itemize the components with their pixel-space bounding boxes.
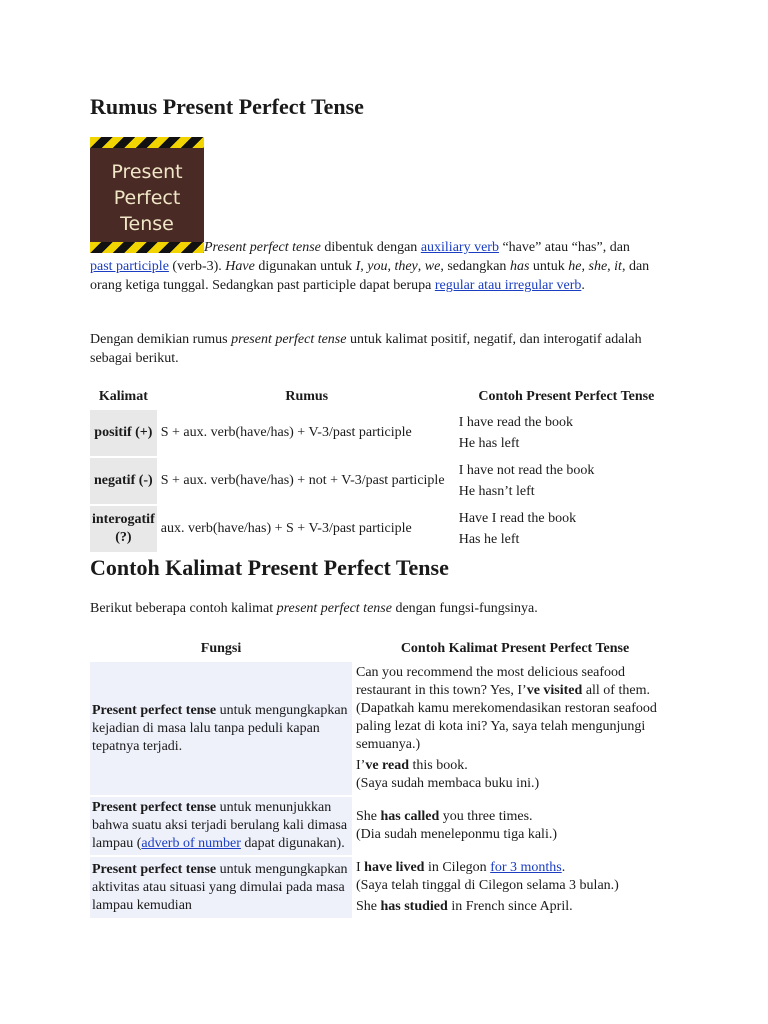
text: . bbox=[561, 860, 566, 875]
text: in French since April. bbox=[447, 899, 573, 914]
term: you bbox=[367, 259, 388, 274]
link-adverb-of-number[interactable]: adverb of number bbox=[141, 836, 241, 851]
text: you three times. bbox=[439, 809, 533, 824]
link-regular-irregular-verb[interactable]: regular atau irregular verb bbox=[434, 278, 582, 293]
table-row bbox=[90, 662, 676, 795]
function-cell bbox=[90, 857, 352, 918]
text: “have” atau “has”, dan bbox=[498, 240, 630, 255]
example-cell bbox=[354, 662, 676, 795]
image-text-line: Tense bbox=[120, 213, 174, 235]
column-header: Rumus bbox=[285, 389, 329, 404]
example-sentence bbox=[356, 808, 674, 826]
term: Present perfect tense bbox=[204, 240, 321, 255]
text: dibentuk dengan bbox=[320, 240, 421, 255]
term: Present perfect tense bbox=[92, 800, 217, 815]
section-title-rumus: Rumus Present Perfect Tense bbox=[90, 94, 364, 119]
text: in Cilegon bbox=[424, 860, 491, 875]
text: , dan orang ketiga tunggal. Sedangkan past participle dapat berupa bbox=[90, 259, 650, 293]
column-header: Kalimat bbox=[98, 389, 148, 404]
sentence-type-cell: positif (+) bbox=[90, 410, 157, 456]
table-header-row bbox=[90, 386, 676, 408]
text: She bbox=[356, 809, 381, 824]
formula-cell: aux. verb(have/has) + S + V-3/past participle bbox=[160, 521, 412, 536]
term: Present perfect tense bbox=[92, 702, 217, 718]
text: , bbox=[607, 259, 615, 274]
hazard-stripe-top bbox=[90, 137, 204, 148]
verb: has called bbox=[380, 809, 440, 824]
verb: ve read bbox=[365, 758, 410, 773]
term: he bbox=[568, 259, 582, 274]
text: dengan fungsi-fungsinya. bbox=[391, 601, 538, 616]
term: she bbox=[588, 259, 608, 274]
text: I bbox=[356, 860, 365, 875]
text: , sedangkan bbox=[440, 259, 510, 274]
text: untuk bbox=[529, 259, 569, 274]
text: this book. bbox=[409, 758, 468, 773]
term: Present perfect tense bbox=[92, 861, 217, 877]
image-caption-text bbox=[90, 159, 204, 237]
examples-intro-paragraph bbox=[90, 599, 650, 618]
text: Berikut beberapa contoh kalimat bbox=[90, 601, 277, 616]
text: untuk kalimat positif, negatif, dan interogatif adalah sebagai berikut. bbox=[90, 332, 642, 366]
text: untuk mengungkapkan aktivitas atau situasi yang dimulai pada masa lampau kemudian bbox=[92, 861, 348, 913]
text: She bbox=[356, 899, 381, 914]
link-past-participle[interactable]: past participle bbox=[90, 259, 169, 274]
table-row bbox=[90, 797, 676, 855]
example-cell bbox=[457, 506, 676, 552]
examples-table bbox=[88, 636, 678, 920]
table-row bbox=[90, 410, 676, 456]
table-row bbox=[90, 458, 676, 504]
term: has bbox=[509, 259, 530, 274]
example-cell bbox=[354, 797, 676, 855]
translation: (Saya sudah membaca buku ini.) bbox=[356, 776, 540, 791]
table-row bbox=[90, 506, 676, 552]
example-line: Have I read the book bbox=[458, 511, 577, 526]
function-cell bbox=[90, 662, 352, 795]
example-cell bbox=[457, 410, 676, 456]
example-cell bbox=[354, 857, 676, 918]
example-line: I have not read the book bbox=[458, 463, 595, 478]
function-cell bbox=[90, 797, 352, 855]
intro-paragraph bbox=[90, 238, 650, 295]
example-sentence bbox=[356, 898, 674, 916]
formula-cell: S + aux. verb(have/has) + not + V-3/past participle bbox=[160, 473, 445, 488]
text: all of them. bbox=[582, 683, 650, 698]
example-sentence bbox=[356, 664, 674, 700]
translation: (Saya telah tinggal di Cilegon selama 3 bulan.) bbox=[356, 878, 619, 893]
example-line: Has he left bbox=[458, 532, 520, 547]
image-text-line: Present bbox=[111, 161, 183, 183]
text: , bbox=[360, 259, 368, 274]
example-cell bbox=[457, 458, 676, 504]
present-perfect-tense-image bbox=[90, 137, 204, 253]
text: untuk mengungkapkan kejadian di masa lalu tanpa peduli kapan tepatnya terjadi. bbox=[92, 702, 348, 754]
text: , bbox=[387, 259, 395, 274]
example-line: He hasn’t left bbox=[458, 484, 535, 499]
term: present perfect tense bbox=[231, 332, 347, 347]
formula-table bbox=[88, 384, 678, 554]
example-line: He has left bbox=[458, 436, 520, 451]
text: (verb-3). bbox=[168, 259, 226, 274]
text: , bbox=[581, 259, 589, 274]
text: dapat digunakan). bbox=[240, 836, 345, 851]
link-for-3-months[interactable]: for 3 months bbox=[490, 860, 562, 875]
verb: have lived bbox=[364, 860, 425, 875]
column-header: Contoh Kalimat Present Perfect Tense bbox=[400, 641, 630, 656]
formula-cell: S + aux. verb(have/has) + V-3/past participle bbox=[160, 425, 412, 440]
example-sentence bbox=[356, 757, 674, 775]
translation: (Dia sudah meneleponmu tiga kali.) bbox=[356, 827, 557, 842]
section-title-contoh: Contoh Kalimat Present Perfect Tense bbox=[90, 555, 449, 580]
sentence-type-cell: interogatif (?) bbox=[90, 506, 157, 552]
sentence-type-cell: negatif (-) bbox=[90, 458, 157, 504]
term: Have bbox=[225, 259, 255, 274]
term: it bbox=[614, 259, 622, 274]
link-auxiliary-verb[interactable]: auxiliary verb bbox=[420, 240, 499, 255]
term: they bbox=[394, 259, 418, 274]
table-row bbox=[90, 857, 676, 918]
text: Dengan demikian rumus bbox=[90, 332, 232, 347]
verb: ve visited bbox=[526, 683, 583, 698]
example-line: I have read the book bbox=[458, 415, 574, 430]
term: I bbox=[355, 259, 361, 274]
text: untuk menunjukkan bahwa suatu aksi terjadi berulang kali dimasa lampau ( bbox=[92, 800, 348, 851]
formula-intro-paragraph bbox=[90, 330, 650, 368]
text: Can you recommend the most delicious seafood restaurant in this town? Yes, I’ bbox=[356, 665, 626, 698]
verb: has studied bbox=[380, 899, 448, 914]
column-header: Contoh Present Perfect Tense bbox=[478, 389, 655, 404]
text: . bbox=[581, 278, 585, 293]
text: I’ bbox=[356, 758, 366, 773]
example-sentence bbox=[356, 859, 674, 877]
translation: (Dapatkah kamu merekomendasikan restoran seafood paling lezat di kota ini? Ya, saya telah mengunjungi semuanya.) bbox=[356, 701, 657, 752]
image-text-line: Perfect bbox=[113, 187, 181, 209]
text: digunakan untuk bbox=[254, 259, 356, 274]
term: present perfect tense bbox=[276, 601, 392, 616]
table-header-row bbox=[90, 638, 676, 660]
term: we bbox=[424, 259, 441, 274]
column-header: Fungsi bbox=[200, 641, 242, 656]
text: , bbox=[417, 259, 425, 274]
